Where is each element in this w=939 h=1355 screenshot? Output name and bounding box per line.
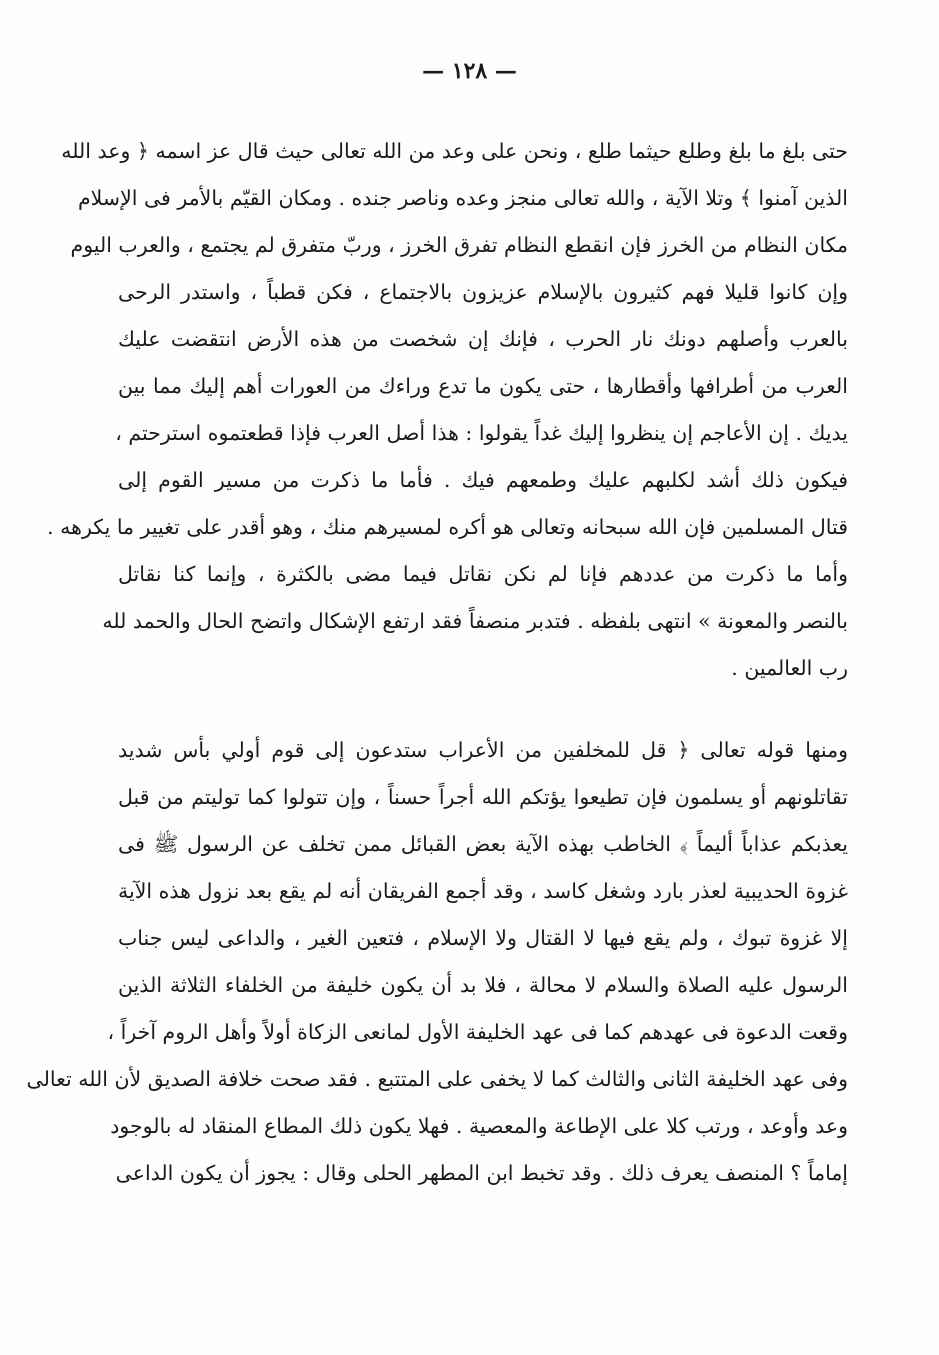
text-line: بالعرب وأصلهم دونك نار الحرب ، فإنك إن شخصت من هذه الأرض انتقضت عليك [118, 327, 848, 351]
text-line: الذين آمنوا ﴾ وتلا الآية ، والله تعالى منجز وعده وناصر جنده . ومكان القيّم بالأمر فى الإسلام [77, 186, 848, 210]
text-line: مكان النظام من الخرز فإن انقطع النظام تفرق الخرز ، وربّ متفرق لم يجتمع ، والعرب اليوم [70, 233, 848, 257]
text-line: وأما ما ذكرت من عددهم فإنا لم نكن نقاتل فيما مضى بالكثرة ، وإنما كنا نقاتل [118, 562, 848, 586]
text-line: العرب من أطرافها وأقطارها ، حتى يكون ما تدع وراءك من العورات أهم إليك مما بين [118, 374, 848, 398]
text-line: حتى بلغ ما بلغ وطلع حيثما طلع ، ونحن على وعد من الله تعالى حيث قال عز اسمه ﴿ وعد الله [61, 139, 848, 163]
paragraph-1 [47, 128, 848, 692]
text-line: يعذبكم عذاباً أليماً ﴾ الخاطب بهذه الآية بعض القبائل ممن تخلف عن الرسول ﷺ فى [118, 832, 848, 856]
text-line: يديك . إن الأعاجم إن ينظروا إليك غداً يقولوا : هذا أصل العرب فإذا قطعتموه استرحتم ، [115, 421, 848, 445]
text-line: وإن كانوا قليلا فهم كثيرون بالإسلام عزيزون بالاجتماع ، فكن قطباً ، واستدر الرحى [118, 280, 848, 304]
text-line: رب العالمين . [731, 656, 848, 680]
paragraph-2 [26, 727, 848, 1197]
text-line: قتال المسلمين فإن الله سبحانه وتعالى هو أكره لمسيرهم منك ، وهو أقدر على تغيير ما يكرهه . [47, 515, 848, 539]
text-line: إلا غزوة تبوك ، ولم يقع فيها لا القتال ولا الإسلام ، فتعين الغير ، والداعى ليس جناب [118, 926, 848, 950]
text-line: بالنصر والمعونة » انتهى بلفظه . فتدبر منصفاً فقد ارتفع الإشكال واتضح الحال والحمد لله [102, 609, 848, 633]
text-line: غزوة الحديبية لعذر بارد وشغل كاسد ، وقد أجمع الفريقان أنه لم يقع بعد نزول هذه الآية [118, 879, 848, 903]
text-line: وفى عهد الخليفة الثانى والثالث كما لا يخفى على المتتبع . فقد صحت خلافة الصديق لأن الله تعالى [26, 1067, 848, 1091]
text-line: وعد وأوعد ، ورتب كلا على الإطاعة والمعصية . فهلا يكون ذلك المطاع المنقاد له بالوجود [110, 1114, 848, 1138]
text-line: فيكون ذلك أشد لكلبهم عليك وطمعهم فيك . فأما ما ذكرت من مسير القوم إلى [118, 468, 848, 492]
page-number: — ١٢٨ — [422, 58, 517, 84]
text-line: الرسول عليه الصلاة والسلام لا محالة ، فلا بد أن يكون خليفة من الخلفاء الثلاثة الذين [118, 973, 848, 997]
text-line: إماماً ؟ المنصف يعرف ذلك . وقد تخبط ابن المطهر الحلى وقال : يجوز أن يكون الداعى [115, 1161, 848, 1185]
text-line: ومنها قوله تعالى ﴿ قل للمخلفين من الأعراب ستدعون إلى قوم أولي بأس شديد [118, 738, 848, 762]
text-line: وقعت الدعوة فى عهدهم كما فى عهد الخليفة الأول لمانعى الزكاة أولاً وأهل الروم آخراً ، [107, 1020, 848, 1044]
text-line: تقاتلونهم أو يسلمون فإن تطيعوا يؤتكم الله أجراً حسناً ، وإن تتولوا كما توليتم من قبل [118, 785, 848, 809]
